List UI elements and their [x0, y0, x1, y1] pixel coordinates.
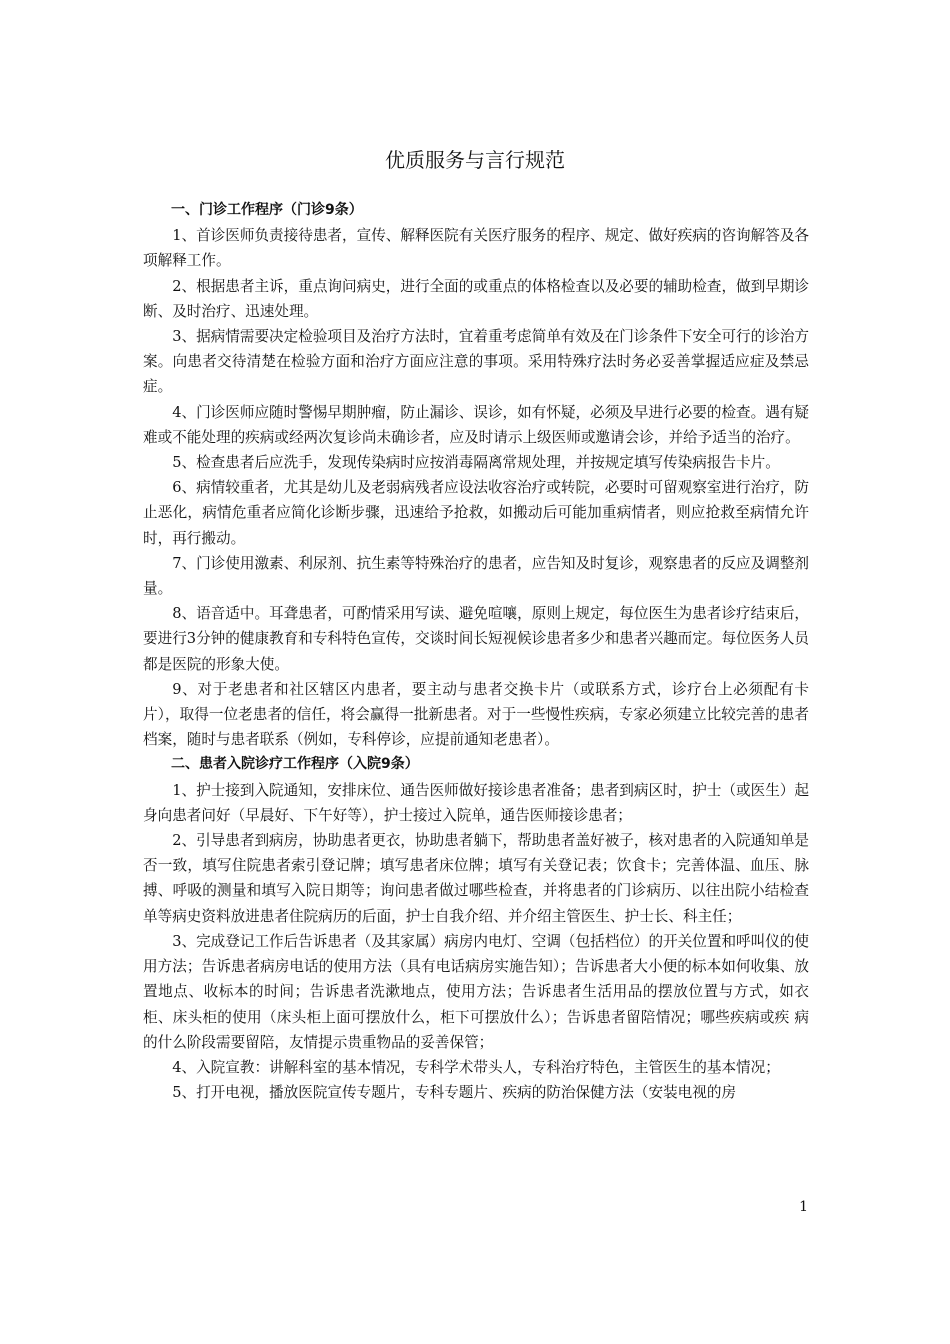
paragraph: 8、语音适中。耳聋患者，可酌情采用写读、避免喧嚷，原则上规定，每位医生为患者诊疗结束后，要进行3分钟的健康教育和专科特色宣传，交谈时间长短视候诊患者多少和患者兴趣而定。每位医务人员都是医院的形象大使。: [143, 605, 810, 673]
paragraph: 9、对于老患者和社区辖区内患者，要主动与患者交换卡片（或联系方式，诊疗台上必须配有卡片），取得一位老患者的信任，将会赢得一批新患者。对于一些慢性疾病，专家必须建立比较完善的患者档案，随时与患者联系（例如，专科停诊，应提前通知老患者）。: [143, 680, 809, 749]
paragraph: 5、打开电视，播放医院宣传专题片，专科专题片、疾病的防治保健方法（安装电视的房: [172, 1084, 737, 1102]
paragraph: 6、病情较重者，尤其是幼儿及老弱病残者应设法收容治疗或转院，必要时可留观察室进行治疗，防止恶化，病情危重者应简化诊断步骤，迅速给予抢救，如搬动后可能加重病情者，则应抢救至病情允许时，再行搬动。: [143, 479, 810, 547]
paragraph: 2、引导患者到病房，协助患者更衣，协助患者躺下，帮助患者盖好被子，核对患者的入院通知单是否一致，填写住院患者索引登记牌；填写患者床位牌；填写有关登记表；饮食卡；完善体温、血压、脉搏、呼吸的测量和填写入院日期等；询问患者做过哪些检查，并将患者的门诊病历、以往出院小结检查单等病史资料放进患者住院病历的后面，护士自我介绍、并介绍主管医生、护士长、科主任；: [143, 832, 810, 925]
paragraph: 2、根据患者主诉，重点询问病史，进行全面的或重点的体格检查以及必要的辅助检查，做到早期诊断、及时治疗、迅速处理。: [143, 277, 810, 320]
section-heading-outpatient: 一、门诊工作程序（门诊9条）: [171, 202, 363, 218]
document-title: 优质服务与言行规范: [385, 148, 565, 172]
page-number: 1: [799, 1199, 808, 1215]
paragraph: 1、首诊医师负责接待患者，宣传、解释医院有关医疗服务的程序、规定、做好疾病的咨询解答及各项解释工作。: [143, 227, 810, 270]
paragraph: 1、护士接到入院通知，安排床位、通告医师做好接诊患者准备；患者到病区时，护士（或医生）起身向患者问好（早晨好、下午好等），护士接过入院单，通告医师接诊患者；: [143, 781, 810, 824]
paragraph: 3、据病情需要决定检验项目及治疗方法时，宜着重考虑简单有效及在门诊条件下安全可行的诊治方案。向患者交待清楚在检验方面和治疗方面应注意的事项。采用特殊疗法时务必妥善掌握适应症及禁忌症。: [143, 328, 810, 396]
paragraph: 5、检查患者后应洗手，发现传染病时应按消毒隔离常规处理，并按规定填写传染病报告卡片。: [172, 454, 780, 472]
paragraph: 7、门诊使用激素、利尿剂、抗生素等特殊治疗的患者，应告知及时复诊，观察患者的反应及调整剂量。: [143, 554, 810, 598]
document-body: [143, 198, 809, 1105]
paragraph: 3、完成登记工作后告诉患者（及其家属）病房内电灯、空调（包括档位）的开关位置和呼叫仪的使用方法；告诉患者病房电话的使用方法（具有电话病房实施告知）；告诉患者大小便的标本如何收集、放置地点、收标本的时间；告诉患者洗漱地点，使用方法；告诉患者生活用品的摆放位置与方式，如衣柜、床头柜的使用（床头柜上面可摆放什么，柜下可摆放什么）；告诉患者留陪情况；哪些疾病或疾 病的什么阶段需要留陪，友情提示贵重物品的妥善保管；: [143, 932, 810, 1051]
paragraph: 4、门诊医师应随时警惕早期肿瘤，防止漏诊、误诊，如有怀疑，必须及早进行必要的检查。遇有疑难或不能处理的疾病或经两次复诊尚未确诊者，应及时请示上级医师或邀请会诊，并给予适当的治疗。: [143, 403, 810, 446]
paragraph: 4、入院宣教：讲解科室的基本情况，专科学术带头人，专科治疗特色，主管医生的基本情况；: [172, 1058, 780, 1076]
section-heading-inpatient: 二、患者入院诊疗工作程序（入院9条）: [171, 756, 419, 773]
